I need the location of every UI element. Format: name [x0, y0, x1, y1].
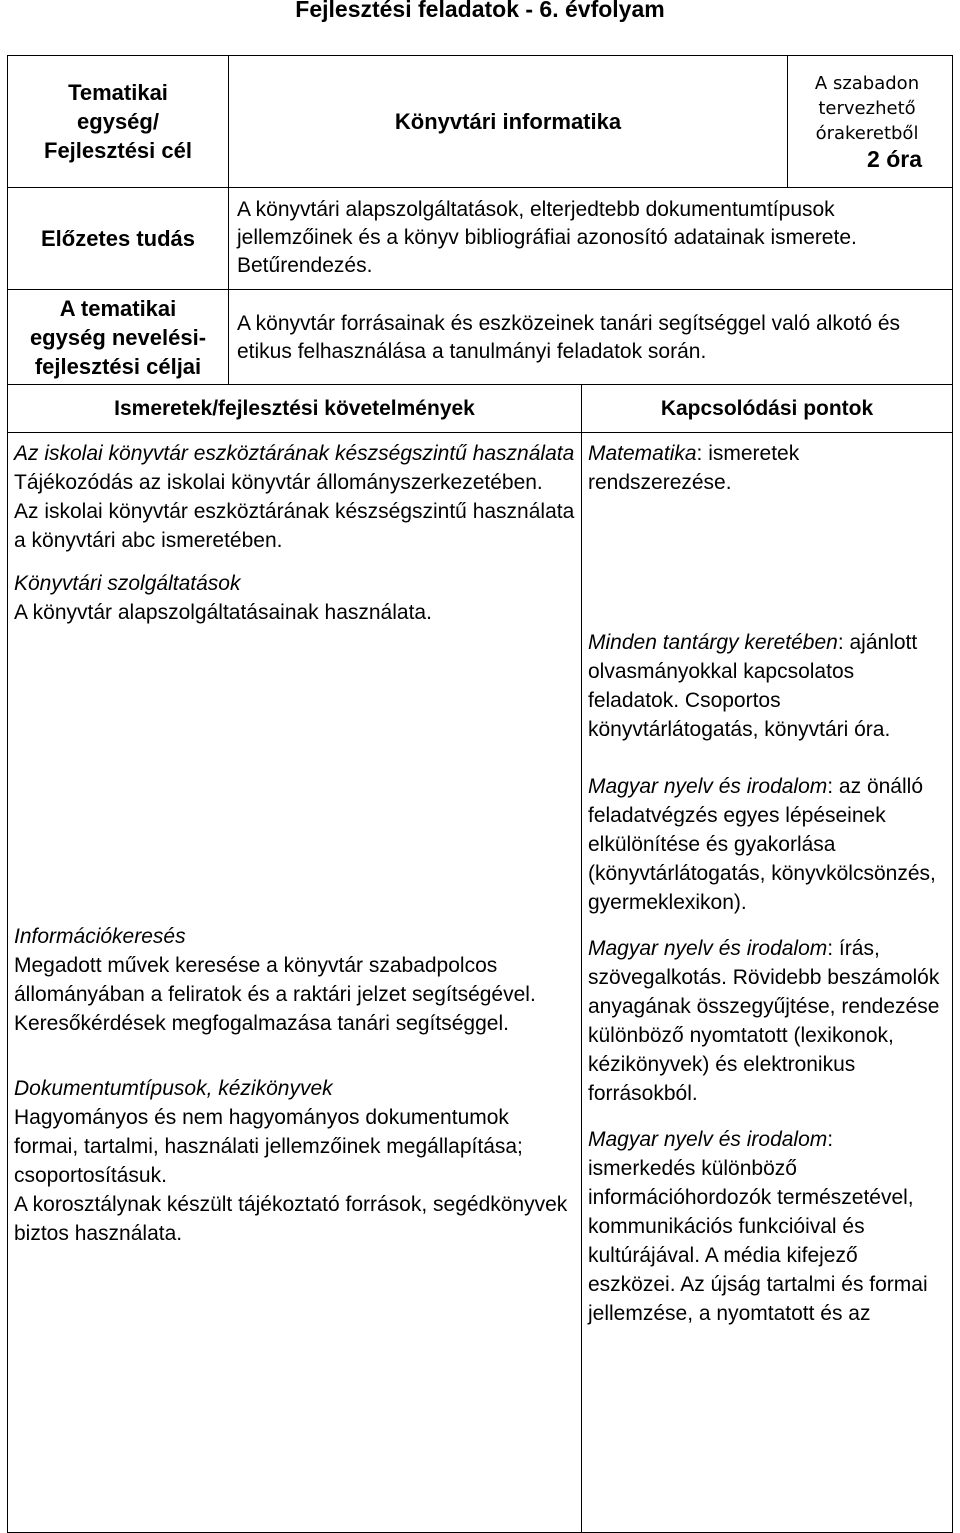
requirement-line: A könyvtár alapszolgáltatásainak használata.	[14, 601, 432, 624]
connections-cell	[582, 433, 953, 1533]
hours-note-line: A szabadon	[814, 73, 920, 94]
goals-text: A könyvtár forrásainak és eszközeinek tanári segítséggel való alkotó és etikus felhasználása a tanulmányi feladatok során.	[229, 290, 953, 385]
connection-text: : az önálló feladatvégzés egyes lépéseinek elkülönítése és gyakorlása (könyvtárlátogatás, könyvkölcsönzés, gyermeklexikon).	[588, 775, 936, 914]
connection-text: : ajánlott olvasmányokkal kapcsolatos feladatok. Csoportos könyvtárlátogatás, könyvtári óra.	[588, 631, 918, 741]
goals-label	[8, 290, 229, 385]
hours-note-line: tervezhető	[818, 98, 916, 119]
requirement-title: Információkeresés	[14, 925, 186, 948]
unit-label-line: egység/	[77, 109, 159, 134]
requirement-title: Könyvtári szolgáltatások	[14, 572, 241, 595]
connection-block	[588, 772, 946, 917]
hours-note-line: órakeretből	[815, 123, 919, 144]
connection-block	[588, 439, 946, 497]
requirement-title: Az iskolai könyvtár eszköztárának készségszintű használata	[14, 442, 575, 465]
unit-title: Könyvtári informatika	[229, 56, 788, 188]
prior-knowledge-row	[8, 188, 953, 290]
connection-text: : ismerkedés különböző információhordozók természetével, kommunikációs funkcióival és kultúrájával. A média kifejező eszközei. Az újság tartalmi és formai jellemzése, a nyomtatott és az	[588, 1128, 928, 1325]
section-header-row	[8, 385, 953, 433]
prior-knowledge-text: A könyvtári alapszolgáltatások, elterjedtebb dokumentumtípusok jellemzőinek és a könyv bibliográfiai azonosító adatainak ismerete. Betűrendezés.	[229, 188, 953, 290]
requirement-block	[14, 569, 575, 627]
requirement-block	[14, 922, 575, 1038]
connection-subject: Magyar nyelv és irodalom	[588, 937, 828, 960]
connection-subject: Matematika	[588, 442, 697, 465]
goals-label-line: egység nevelési-	[29, 324, 207, 350]
requirement-line: Az iskolai könyvtár eszköztárának készségszintű használata a könyvtári abc ismeretében.	[14, 500, 575, 552]
unit-label-line: Fejlesztési cél	[44, 138, 192, 163]
goals-label-line: fejlesztési céljai	[34, 353, 202, 379]
hours-cell	[788, 56, 953, 188]
requirement-line: Keresőkérdések megfogalmazása tanári segítséggel.	[14, 1012, 509, 1035]
connection-text: : írás, szövegalkotás. Rövidebb beszámolók anyagának összegyűjtése, rendezése különböző nyomtatott (lexikonok, kézikönyvek) és elektronikus forrásokból.	[588, 937, 940, 1105]
connection-text: : ismeretek rendszerezése.	[588, 442, 800, 494]
connection-subject: Minden tantárgy keretében	[588, 631, 838, 654]
prior-knowledge-label: Előzetes tudás	[8, 188, 229, 290]
unit-label	[8, 56, 229, 188]
hours-value: 2 óra	[867, 146, 923, 172]
connection-subject: Magyar nyelv és irodalom	[588, 775, 828, 798]
document-title: Fejlesztési feladatok - 6. évfolyam	[295, 0, 665, 22]
connections-header: Kapcsolódási pontok	[582, 385, 953, 433]
goals-label-line: A tematikai	[59, 295, 177, 321]
requirement-block	[14, 439, 575, 555]
connection-subject: Magyar nyelv és irodalom	[588, 1128, 828, 1151]
requirements-cell	[8, 433, 582, 1533]
unit-row	[8, 56, 953, 188]
connection-block	[588, 1125, 946, 1328]
connection-block	[588, 934, 946, 1108]
unit-label-line: Tematikai	[68, 80, 168, 105]
hours-note	[792, 71, 942, 146]
connection-block	[588, 628, 946, 744]
requirement-line: Megadott művek keresése a könyvtár szabadpolcos állományában a feliratok és a raktári jelzet segítségével.	[14, 954, 536, 1006]
requirement-line: Hagyományos és nem hagyományos dokumentumok formai, tartalmi, használati jellemzőinek megállapítása; csoportosításuk.	[14, 1106, 523, 1187]
requirement-line: A korosztálynak készült tájékoztató források, segédkönyvek biztos használata.	[14, 1193, 568, 1245]
requirements-header: Ismeretek/fejlesztési követelmények	[8, 385, 582, 433]
requirement-line: Tájékozódás az iskolai könyvtár állományszerkezetében.	[14, 471, 543, 494]
goals-row	[8, 290, 953, 385]
requirement-block	[14, 1074, 575, 1248]
curriculum-table	[7, 55, 953, 1533]
content-row	[8, 433, 953, 1533]
requirement-title: Dokumentumtípusok, kézikönyvek	[14, 1077, 333, 1100]
